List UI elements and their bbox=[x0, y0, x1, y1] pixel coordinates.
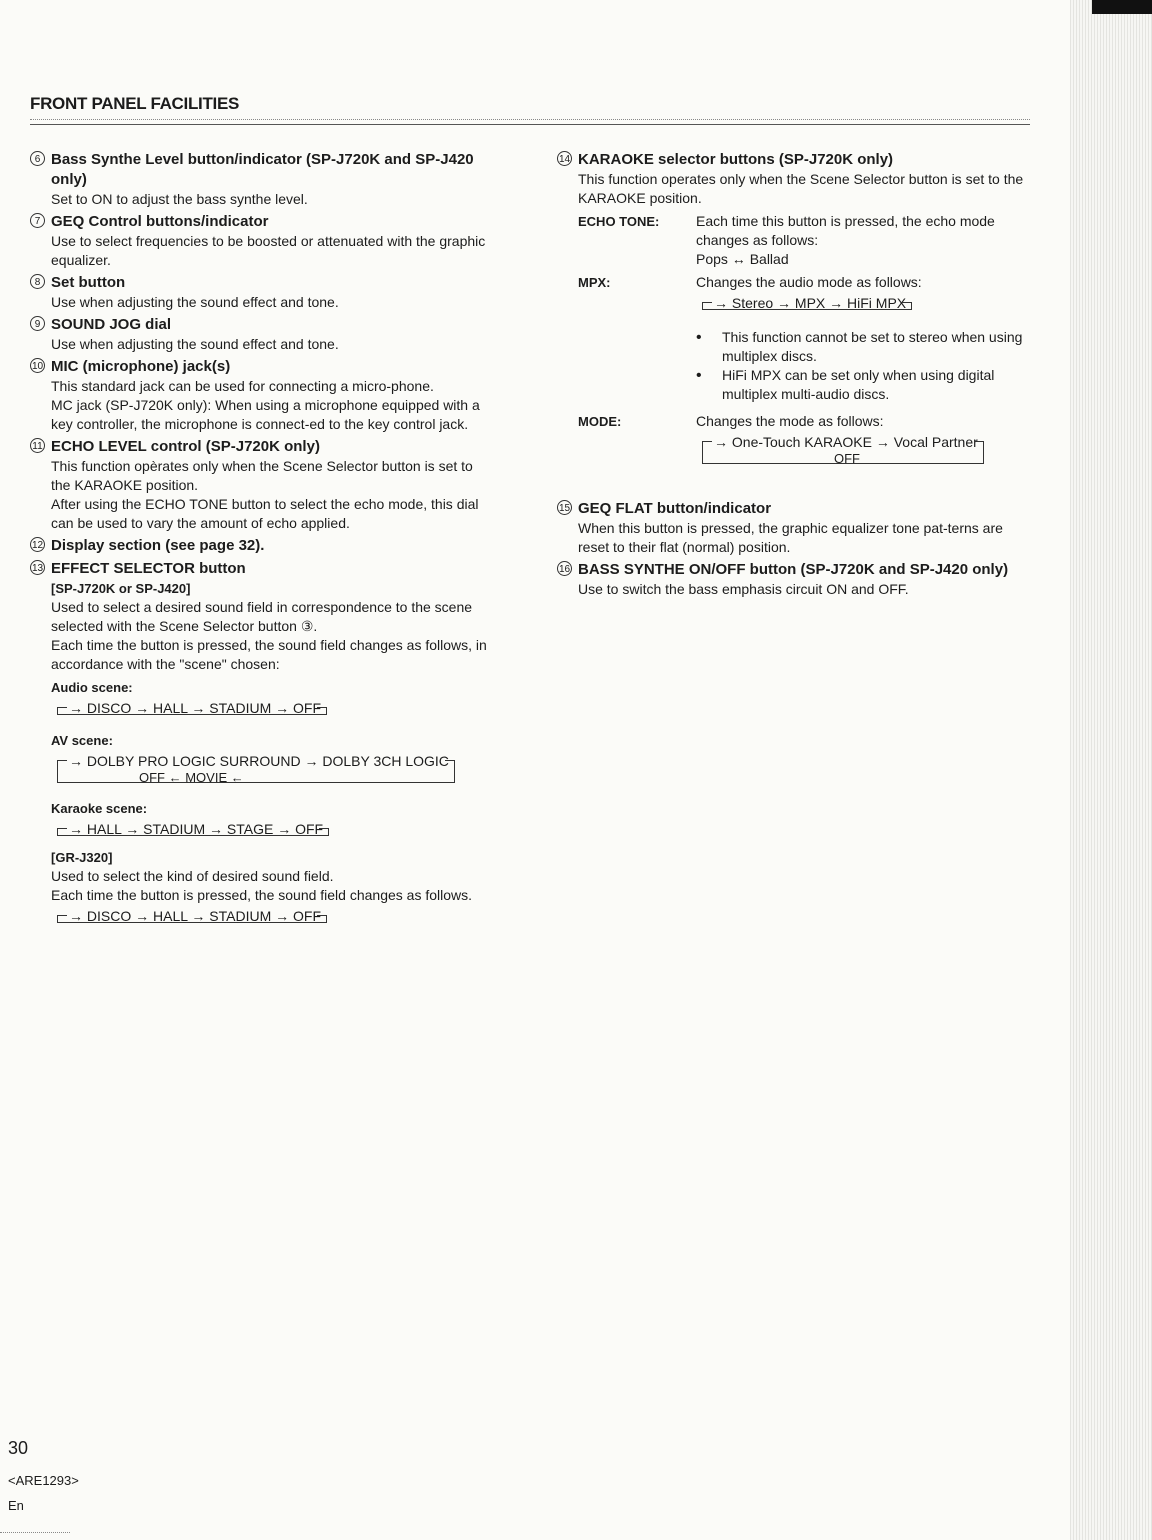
item-set-button bbox=[30, 273, 495, 312]
cycle-bracket bbox=[702, 442, 984, 464]
item-title: BASS SYNTHE ON/OFF button (SP-J720K and SP-J420 only) bbox=[578, 561, 1009, 578]
model-label: [SP-J720K or SP-J420] bbox=[51, 581, 191, 596]
echo-tone-values: Pops ↔ Ballad bbox=[696, 251, 789, 267]
item-text: Each time the button is pressed, the sound field changes as follows, in accordance with the "scene" chosen: bbox=[51, 637, 487, 672]
item-text: Used to select a desired sound field in correspondence to the scene selected with the Scene Selector button ③. bbox=[51, 599, 473, 634]
item-title: EFFECT SELECTOR button bbox=[51, 560, 246, 577]
item-display-section bbox=[30, 536, 495, 556]
item-title: GEQ FLAT button/indicator bbox=[578, 500, 772, 517]
mode-cycle bbox=[702, 433, 978, 466]
mpx-row bbox=[578, 273, 1035, 408]
item-number: 14 bbox=[557, 151, 572, 166]
left-column bbox=[30, 150, 495, 938]
cycle-sequence: → DOLBY PRO LOGIC SURROUND → DOLBY 3CH LOGIC bbox=[69, 753, 449, 769]
mpx-text: Changes the audio mode as follows: bbox=[696, 274, 922, 290]
section-title: FRONT PANEL FACILITIES bbox=[30, 94, 240, 113]
mpx-term: MPX: bbox=[578, 275, 611, 290]
cycle-sequence: → HALL → STADIUM → STAGE → OFF bbox=[69, 821, 324, 837]
item-sound-jog-dial bbox=[30, 315, 495, 354]
item-geq-flat bbox=[557, 499, 1035, 557]
item-title: MIC (microphone) jack(s) bbox=[51, 358, 231, 375]
model-label: [GR-J320] bbox=[51, 850, 113, 865]
echo-tone-text: Each time this button is pressed, the echo mode changes as follows: bbox=[696, 213, 995, 248]
note-item: • HiFi MPX can be set only when using digital multiplex multi-audio discs. bbox=[696, 366, 1035, 404]
item-text: Use when adjusting the sound effect and tone. bbox=[51, 336, 339, 352]
item-text: Use to switch the bass emphasis circuit ON and OFF. bbox=[578, 581, 909, 597]
item-title: SOUND JOG dial bbox=[51, 316, 172, 333]
item-text: Use when adjusting the sound effect and tone. bbox=[51, 294, 339, 310]
item-number: 16 bbox=[557, 561, 572, 576]
echo-tone-term: ECHO TONE: bbox=[578, 214, 660, 229]
av-scene-cycle bbox=[57, 752, 449, 785]
item-title: GEQ Control buttons/indicator bbox=[51, 213, 269, 230]
audio-scene-cycle bbox=[57, 699, 321, 717]
item-text: This function operates only when the Scene Selector button is set to the KARAOKE position. bbox=[578, 171, 1024, 206]
item-number: 11 bbox=[30, 438, 45, 453]
item-number: 8 bbox=[30, 274, 45, 289]
audio-scene-label: Audio scene: bbox=[51, 680, 133, 695]
item-text: When this button is pressed, the graphic equalizer tone pat-terns are reset to their flat (normal) position. bbox=[578, 520, 1003, 555]
cycle-sequence: → DISCO → HALL → STADIUM → OFF bbox=[69, 908, 322, 924]
header-rule bbox=[30, 124, 1030, 125]
mode-row bbox=[578, 412, 1035, 476]
page-edge-scan bbox=[1070, 0, 1152, 1540]
note-item: • This function cannot be set to stereo when using multiplex discs. bbox=[696, 328, 1035, 366]
cycle-bracket bbox=[702, 303, 912, 310]
item-number: 13 bbox=[30, 560, 45, 575]
item-number: 10 bbox=[30, 358, 45, 373]
item-number: 6 bbox=[30, 151, 45, 166]
item-text: After using the ECHO TONE button to select the echo mode, this dial can be used to vary the amount of echo applied. bbox=[51, 496, 479, 531]
item-mic-jacks bbox=[30, 357, 495, 434]
item-text: This standard jack can be used for connecting a micro-phone. bbox=[51, 378, 434, 394]
mpx-cycle bbox=[702, 294, 906, 312]
cycle-bracket bbox=[57, 829, 329, 836]
item-karaoke-selector bbox=[557, 150, 1035, 476]
item-effect-selector bbox=[30, 559, 495, 935]
item-bass-synthe-onoff bbox=[557, 560, 1035, 599]
item-title: Bass Synthe Level button/indicator (SP-J720K and SP-J420 only) bbox=[51, 151, 474, 188]
item-title: ECHO LEVEL control (SP-J720K only) bbox=[51, 438, 320, 455]
echo-tone-description bbox=[696, 212, 1035, 269]
item-number: 15 bbox=[557, 500, 572, 515]
item-text: MC jack (SP-J720K only): When using a microphone equipped with a key controller, the microphone is connect-ed to the key control jack. bbox=[51, 397, 480, 432]
item-title: KARAOKE selector buttons (SP-J720K only) bbox=[578, 151, 894, 168]
page-number: 30 bbox=[8, 1438, 29, 1458]
item-text: This function opèrates only when the Scene Selector button is set to the KARAOKE position. bbox=[51, 458, 473, 493]
item-bass-synthe-level bbox=[30, 150, 495, 209]
mpx-notes bbox=[696, 328, 1035, 404]
cycle-sequence: → Stereo → MPX → HiFi MPX bbox=[714, 295, 907, 311]
language-code: En bbox=[8, 1498, 24, 1513]
header-rule-dotted bbox=[30, 119, 1030, 120]
cycle-return: OFF ← MOVIE ← bbox=[139, 770, 244, 785]
item-number: 7 bbox=[30, 213, 45, 228]
item-text: Each time the button is pressed, the sound field changes as follows. bbox=[51, 887, 473, 903]
cycle-return: OFF bbox=[834, 451, 860, 466]
item-number: 9 bbox=[30, 316, 45, 331]
cycle-bracket bbox=[57, 708, 327, 715]
right-column bbox=[557, 150, 1035, 602]
document-code: <ARE1293> bbox=[8, 1473, 79, 1488]
karaoke-scene-cycle bbox=[57, 820, 323, 838]
spacer bbox=[557, 479, 1035, 499]
echo-tone-row bbox=[578, 212, 1035, 269]
item-text: Use to select frequencies to be boosted or attenuated with the graphic equalizer. bbox=[51, 233, 486, 268]
item-number: 12 bbox=[30, 537, 45, 552]
item-text: Used to select the kind of desired sound field. bbox=[51, 868, 334, 884]
cycle-sequence: → One-Touch KARAOKE → Vocal Partner bbox=[714, 434, 978, 450]
item-text: Set to ON to adjust the bass synthe level. bbox=[51, 191, 308, 207]
karaoke-scene-label: Karaoke scene: bbox=[51, 801, 148, 816]
mode-term: MODE: bbox=[578, 414, 622, 429]
footer-rule bbox=[0, 1532, 70, 1533]
item-echo-level bbox=[30, 437, 495, 533]
mode-description bbox=[696, 412, 1035, 476]
item-title: Set button bbox=[51, 274, 126, 291]
item-title: Display section (see page 32). bbox=[51, 537, 265, 554]
mpx-description bbox=[696, 273, 1035, 408]
cycle-bracket bbox=[57, 761, 455, 783]
cycle-bracket bbox=[57, 916, 327, 923]
item-geq-control bbox=[30, 212, 495, 270]
mode-text: Changes the mode as follows: bbox=[696, 413, 884, 429]
gr-sound-field-cycle bbox=[57, 907, 321, 925]
cycle-sequence: → DISCO → HALL → STADIUM → OFF bbox=[69, 700, 322, 716]
av-scene-label: AV scene: bbox=[51, 733, 113, 748]
